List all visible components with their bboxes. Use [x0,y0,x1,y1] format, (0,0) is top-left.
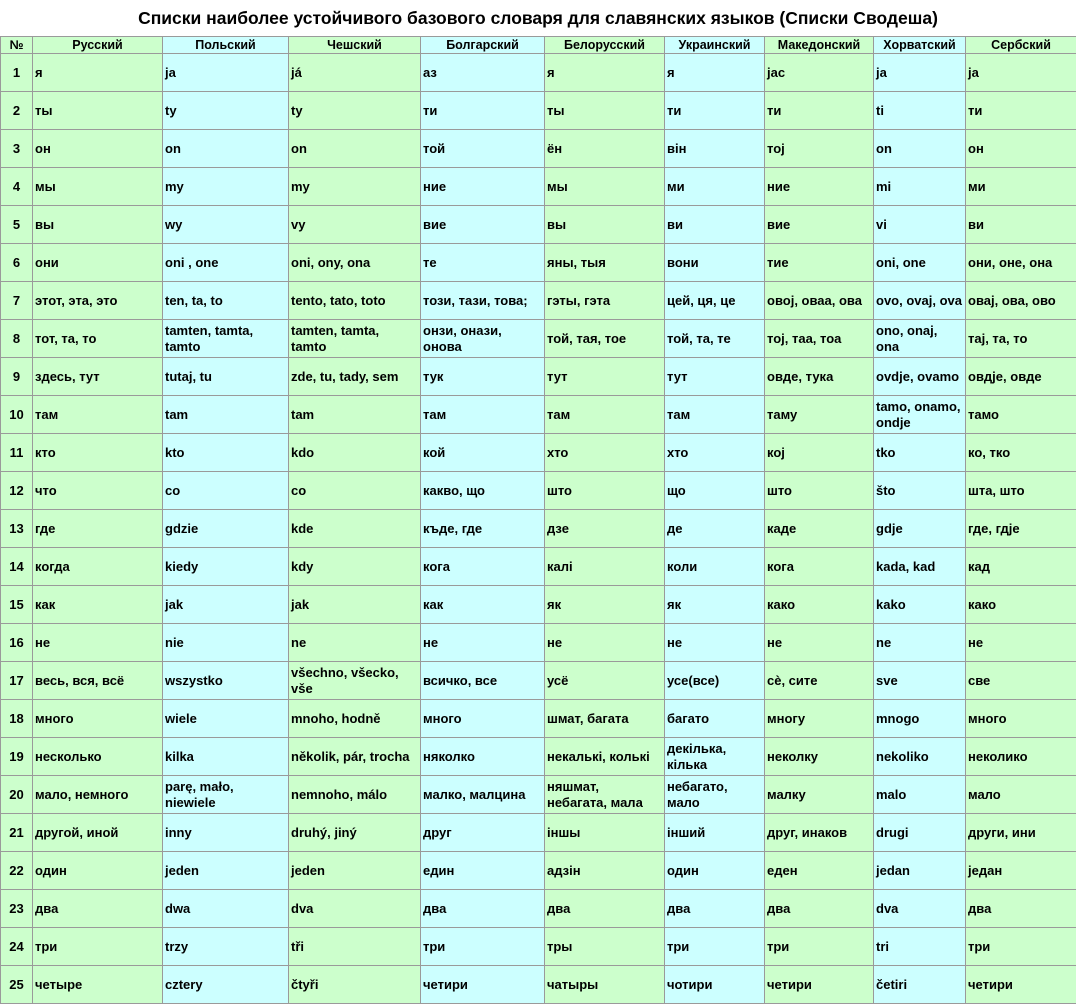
cell-bulgarian: къде, где [421,510,545,548]
row-number: 8 [1,320,33,358]
cell-croatian: jedan [874,852,966,890]
table-row [1,548,1076,586]
cell-croatian: sve [874,662,966,700]
cell-serbian: како [966,586,1076,624]
cell-belarusian: дзе [545,510,665,548]
cell-polish: trzy [163,928,289,966]
row-number: 25 [1,966,33,1004]
cell-czech: tři [289,928,421,966]
cell-bulgarian: той [421,130,545,168]
column-header-number: № [1,37,33,54]
cell-bulgarian: много [421,700,545,738]
cell-serbian: три [966,928,1076,966]
cell-macedonian: многу [765,700,874,738]
cell-bulgarian: какво, що [421,472,545,510]
cell-czech: ty [289,92,421,130]
cell-ukrainian: декілька, кілька [665,738,765,776]
table-row [1,966,1076,1004]
cell-czech: nemnoho, málo [289,776,421,814]
table-row [1,852,1076,890]
cell-czech: zde, tu, tady, sem [289,358,421,396]
cell-ukrainian: як [665,586,765,624]
cell-macedonian: каде [765,510,874,548]
cell-serbian: други, ини [966,814,1076,852]
cell-croatian: četiri [874,966,966,1004]
row-number: 7 [1,282,33,320]
cell-czech: ne [289,624,421,662]
row-number: 17 [1,662,33,700]
cell-russian: где [33,510,163,548]
cell-polish: kto [163,434,289,472]
row-number: 20 [1,776,33,814]
cell-polish: kiedy [163,548,289,586]
cell-bulgarian: ние [421,168,545,206]
cell-russian: не [33,624,163,662]
cell-czech: několik, pár, trocha [289,738,421,776]
cell-belarusian: гэты, гэта [545,282,665,320]
table-row [1,92,1076,130]
cell-macedonian: таму [765,396,874,434]
table-row [1,738,1076,776]
cell-croatian: mi [874,168,966,206]
table-row [1,700,1076,738]
cell-ukrainian: вони [665,244,765,282]
table-row [1,168,1076,206]
cell-czech: oni, ony, ona [289,244,421,282]
cell-croatian: malo [874,776,966,814]
cell-belarusian: некалькі, колькі [545,738,665,776]
cell-croatian: što [874,472,966,510]
cell-bulgarian: ти [421,92,545,130]
table-row [1,282,1076,320]
cell-macedonian: овде, тука [765,358,874,396]
cell-serbian: два [966,890,1076,928]
column-header-ukrainian: Украинский [665,37,765,54]
row-number: 10 [1,396,33,434]
row-number: 12 [1,472,33,510]
cell-macedonian: тој [765,130,874,168]
row-number: 5 [1,206,33,244]
cell-belarusian: той, тая, тое [545,320,665,358]
cell-belarusian: іншы [545,814,665,852]
cell-czech: kdo [289,434,421,472]
cell-russian: три [33,928,163,966]
cell-czech: dva [289,890,421,928]
column-header-croatian: Хорватский [874,37,966,54]
cell-bulgarian: кога [421,548,545,586]
row-number: 23 [1,890,33,928]
cell-belarusian: што [545,472,665,510]
cell-serbian: он [966,130,1076,168]
cell-bulgarian: кой [421,434,545,472]
cell-ukrainian: усе(все) [665,662,765,700]
cell-croatian: tri [874,928,966,966]
cell-czech: my [289,168,421,206]
cell-macedonian: сè, сите [765,662,874,700]
column-header-serbian: Сербский [966,37,1076,54]
cell-russian: четыре [33,966,163,1004]
cell-bulgarian: вие [421,206,545,244]
cell-macedonian: ти [765,92,874,130]
row-number: 15 [1,586,33,624]
cell-macedonian: кога [765,548,874,586]
table-row [1,130,1076,168]
cell-polish: dwa [163,890,289,928]
cell-belarusian: вы [545,206,665,244]
cell-croatian: tko [874,434,966,472]
table-row [1,510,1076,548]
cell-macedonian: малку [765,776,874,814]
table-row [1,890,1076,928]
cell-russian: здесь, тут [33,358,163,396]
cell-bulgarian: онзи, онази, онова [421,320,545,358]
cell-czech: mnoho, hodně [289,700,421,738]
cell-croatian: drugi [874,814,966,852]
table-body [1,54,1076,1004]
cell-croatian: gdje [874,510,966,548]
row-number: 21 [1,814,33,852]
cell-bulgarian: всичко, все [421,662,545,700]
table-row [1,434,1076,472]
cell-ukrainian: хто [665,434,765,472]
cell-serbian: овај, ова, ово [966,282,1076,320]
cell-croatian: ono, onaj, ona [874,320,966,358]
cell-croatian: ne [874,624,966,662]
cell-belarusian: не [545,624,665,662]
row-number: 16 [1,624,33,662]
cell-polish: nie [163,624,289,662]
swadesh-table [0,36,1076,1004]
cell-serbian: много [966,700,1076,738]
cell-belarusian: там [545,396,665,434]
cell-belarusian: як [545,586,665,624]
cell-ukrainian: три [665,928,765,966]
row-number: 11 [1,434,33,472]
column-header-bulgarian: Болгарский [421,37,545,54]
cell-serbian: они, оне, она [966,244,1076,282]
cell-czech: co [289,472,421,510]
cell-bulgarian: малко, малцина [421,776,545,814]
cell-russian: два [33,890,163,928]
cell-belarusian: калі [545,548,665,586]
cell-russian: один [33,852,163,890]
cell-macedonian: не [765,624,874,662]
cell-ukrainian: інший [665,814,765,852]
cell-serbian: не [966,624,1076,662]
cell-russian: другой, иной [33,814,163,852]
cell-belarusian: тры [545,928,665,966]
cell-czech: já [289,54,421,92]
cell-serbian: ти [966,92,1076,130]
cell-ukrainian: ми [665,168,765,206]
row-number: 14 [1,548,33,586]
row-number: 6 [1,244,33,282]
cell-russian: кто [33,434,163,472]
cell-belarusian: усё [545,662,665,700]
cell-polish: ja [163,54,289,92]
cell-serbian: ја [966,54,1076,92]
table-row [1,320,1076,358]
row-number: 19 [1,738,33,776]
cell-belarusian: адзін [545,852,665,890]
cell-macedonian: овој, оваа, ова [765,282,874,320]
cell-belarusian: хто [545,434,665,472]
cell-croatian: kada, kad [874,548,966,586]
cell-polish: tam [163,396,289,434]
cell-ukrainian: що [665,472,765,510]
cell-croatian: kako [874,586,966,624]
cell-ukrainian: ви [665,206,765,244]
cell-russian: что [33,472,163,510]
cell-macedonian: тој, таа, тоа [765,320,874,358]
cell-belarusian: мы [545,168,665,206]
row-number: 4 [1,168,33,206]
cell-belarusian: два [545,890,665,928]
cell-ukrainian: де [665,510,765,548]
cell-belarusian: я [545,54,665,92]
cell-ukrainian: тут [665,358,765,396]
cell-macedonian: еден [765,852,874,890]
cell-belarusian: няшмат, небагата, мала [545,776,665,814]
cell-serbian: мало [966,776,1076,814]
cell-serbian: ко, тко [966,434,1076,472]
cell-croatian: dva [874,890,966,928]
cell-serbian: ми [966,168,1076,206]
cell-polish: my [163,168,289,206]
cell-russian: много [33,700,163,738]
cell-belarusian: тут [545,358,665,396]
cell-czech: vy [289,206,421,244]
cell-macedonian: друг, инаков [765,814,874,852]
table-row [1,244,1076,282]
cell-croatian: oni, one [874,244,966,282]
cell-bulgarian: няколко [421,738,545,776]
cell-macedonian: кој [765,434,874,472]
cell-serbian: где, гдје [966,510,1076,548]
cell-czech: druhý, jiný [289,814,421,852]
cell-belarusian: ты [545,92,665,130]
cell-czech: kde [289,510,421,548]
cell-croatian: ti [874,92,966,130]
column-header-czech: Чешский [289,37,421,54]
cell-ukrainian: небагато, мало [665,776,765,814]
cell-czech: jak [289,586,421,624]
cell-croatian: ja [874,54,966,92]
cell-russian: там [33,396,163,434]
cell-russian: весь, вся, всё [33,662,163,700]
cell-polish: ty [163,92,289,130]
cell-czech: tam [289,396,421,434]
table-row [1,928,1076,966]
cell-ukrainian: один [665,852,765,890]
cell-belarusian: чатыры [545,966,665,1004]
cell-croatian: ovdje, ovamo [874,358,966,396]
cell-polish: jak [163,586,289,624]
cell-ukrainian: він [665,130,765,168]
table-row [1,814,1076,852]
cell-ukrainian: два [665,890,765,928]
table-row [1,662,1076,700]
row-number: 18 [1,700,33,738]
cell-czech: všechno, všecko, vše [289,662,421,700]
cell-ukrainian: я [665,54,765,92]
cell-bulgarian: три [421,928,545,966]
cell-russian: вы [33,206,163,244]
cell-belarusian: яны, тыя [545,244,665,282]
cell-bulgarian: четири [421,966,545,1004]
cell-polish: co [163,472,289,510]
cell-macedonian: како [765,586,874,624]
cell-polish: cztery [163,966,289,1004]
cell-bulgarian: този, тази, това; [421,282,545,320]
cell-croatian: on [874,130,966,168]
cell-serbian: шта, што [966,472,1076,510]
cell-polish: tamten, tamta, tamto [163,320,289,358]
cell-polish: jeden [163,852,289,890]
row-number: 1 [1,54,33,92]
cell-bulgarian: не [421,624,545,662]
row-number: 24 [1,928,33,966]
cell-russian: как [33,586,163,624]
cell-macedonian: тие [765,244,874,282]
cell-polish: wiele [163,700,289,738]
header-row [1,37,1076,54]
row-number: 22 [1,852,33,890]
cell-ukrainian: не [665,624,765,662]
cell-czech: čtyři [289,966,421,1004]
table-row [1,624,1076,662]
page-title: Списки наиболее устойчивого базового словаря для славянских языков (Списки Сводеша) [138,8,938,28]
cell-polish: wszystko [163,662,289,700]
cell-ukrainian: той, та, те [665,320,765,358]
cell-serbian: неколико [966,738,1076,776]
cell-russian: мало, немного [33,776,163,814]
cell-macedonian: два [765,890,874,928]
cell-czech: on [289,130,421,168]
cell-russian: я [33,54,163,92]
cell-serbian: ви [966,206,1076,244]
cell-ukrainian: чотири [665,966,765,1004]
cell-czech: kdy [289,548,421,586]
cell-russian: несколько [33,738,163,776]
cell-russian: ты [33,92,163,130]
cell-polish: tutaj, tu [163,358,289,396]
cell-macedonian: четири [765,966,874,1004]
cell-polish: oni , one [163,244,289,282]
cell-macedonian: неколку [765,738,874,776]
cell-macedonian: ние [765,168,874,206]
cell-serbian: овдје, овде [966,358,1076,396]
cell-russian: он [33,130,163,168]
cell-ukrainian: коли [665,548,765,586]
cell-ukrainian: цей, ця, це [665,282,765,320]
cell-serbian: један [966,852,1076,890]
row-number: 9 [1,358,33,396]
cell-bulgarian: как [421,586,545,624]
column-header-russian: Русский [33,37,163,54]
cell-bulgarian: там [421,396,545,434]
cell-russian: они [33,244,163,282]
cell-bulgarian: два [421,890,545,928]
cell-bulgarian: един [421,852,545,890]
table-row [1,358,1076,396]
cell-czech: tento, tato, toto [289,282,421,320]
table-row [1,206,1076,244]
table-row [1,776,1076,814]
cell-bulgarian: те [421,244,545,282]
table-row [1,396,1076,434]
cell-bulgarian: аз [421,54,545,92]
cell-ukrainian: багато [665,700,765,738]
cell-polish: on [163,130,289,168]
cell-polish: parę, mało, niewiele [163,776,289,814]
cell-polish: kilka [163,738,289,776]
cell-russian: тот, та, то [33,320,163,358]
cell-czech: jeden [289,852,421,890]
table-header [1,37,1076,54]
table-row [1,54,1076,92]
cell-polish: inny [163,814,289,852]
cell-serbian: четири [966,966,1076,1004]
cell-croatian: nekoliko [874,738,966,776]
cell-ukrainian: там [665,396,765,434]
column-header-belarusian: Белорусский [545,37,665,54]
cell-serbian: тај, та, то [966,320,1076,358]
row-number: 2 [1,92,33,130]
table-row [1,472,1076,510]
cell-croatian: vi [874,206,966,244]
row-number: 3 [1,130,33,168]
cell-bulgarian: друг [421,814,545,852]
cell-serbian: кад [966,548,1076,586]
cell-czech: tamten, tamta, tamto [289,320,421,358]
cell-russian: мы [33,168,163,206]
cell-polish: wy [163,206,289,244]
cell-ukrainian: ти [665,92,765,130]
cell-croatian: mnogo [874,700,966,738]
cell-macedonian: три [765,928,874,966]
cell-macedonian: вие [765,206,874,244]
cell-macedonian: што [765,472,874,510]
cell-macedonian: јас [765,54,874,92]
cell-belarusian: ён [545,130,665,168]
table-row [1,586,1076,624]
cell-croatian: ovo, ovaj, ova [874,282,966,320]
cell-bulgarian: тук [421,358,545,396]
row-number: 13 [1,510,33,548]
cell-serbian: тамо [966,396,1076,434]
cell-serbian: све [966,662,1076,700]
cell-russian: этот, эта, это [33,282,163,320]
column-header-macedonian: Македонский [765,37,874,54]
cell-polish: ten, ta, to [163,282,289,320]
cell-croatian: tamo, onamo, ondje [874,396,966,434]
column-header-polish: Польский [163,37,289,54]
cell-russian: когда [33,548,163,586]
cell-belarusian: шмат, багата [545,700,665,738]
cell-polish: gdzie [163,510,289,548]
